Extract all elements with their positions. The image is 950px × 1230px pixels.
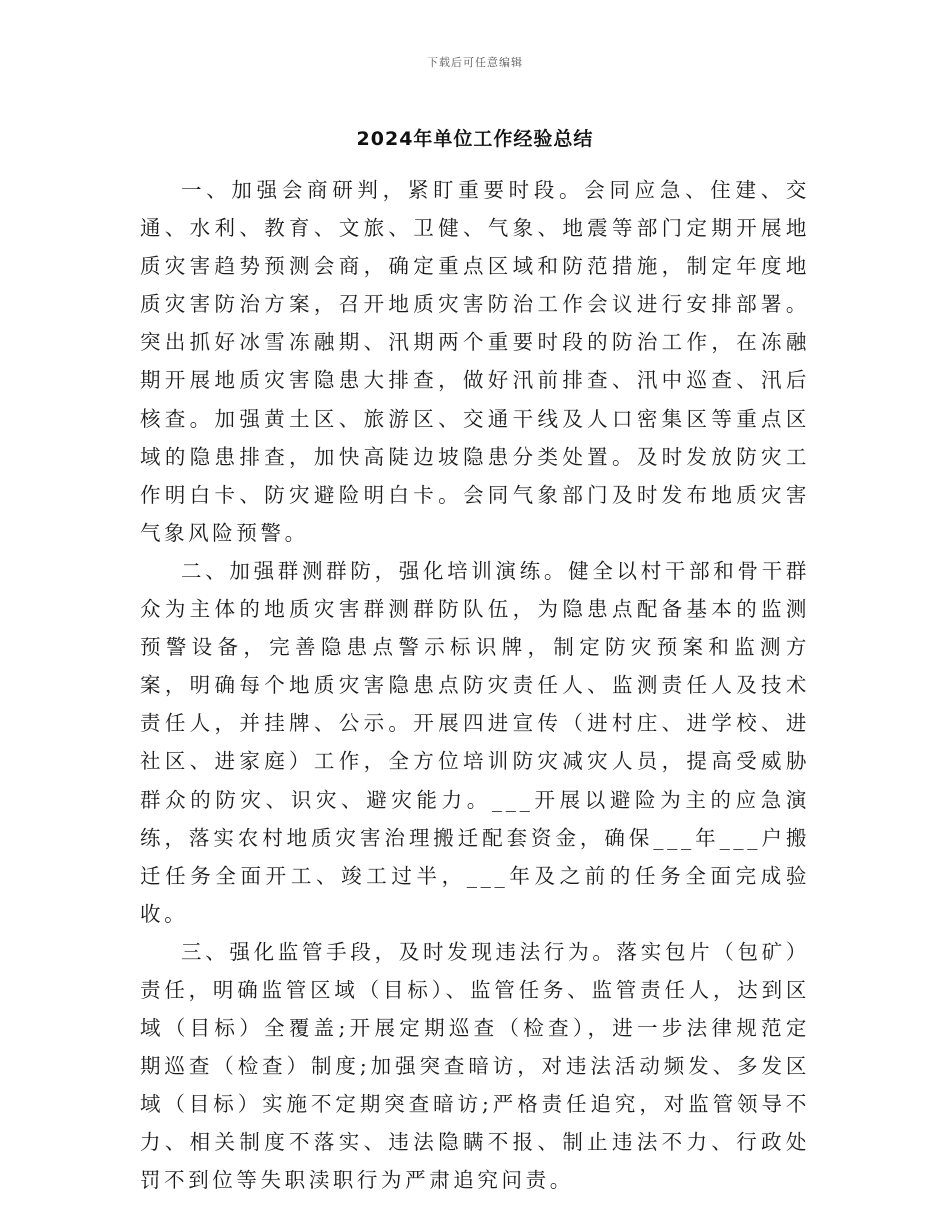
paragraph-1: 一、加强会商研判，紧盯重要时段。会同应急、住建、交通、水利、教育、文旅、卫健、气象、地震等部门定期开展地质灾害趋势预测会商，确定重点区域和防范措施，制定年度地质灾害防治方案，召开地质灾害防治工作会议进行安排部署。突出抓好冰雪冻融期、汛期两个重要时段的防治工作，在冻融期开展地质灾害隐患大排查，做好汛前排查、汛中巡查、汛后核查。加强黄土区、旅游区、交通干线及人口密集区等重点区域的隐患排查，加快高陡边坡隐患分类处置。及时发放防灾工作明白卡、防灾避险明白卡。会同气象部门及时发布地质灾害气象风险预警。 bbox=[140, 178, 810, 545]
document-title: 2024年单位工作经验总结 bbox=[356, 128, 594, 150]
document-body bbox=[140, 171, 810, 1200]
paragraph-3: 三、强化监管手段，及时发现违法行为。落实包片（包矿）责任，明确监管区域（目标）、监管任务、监管责任人，达到区域（目标）全覆盖;开展定期巡查（检查），进一步法律规范定期巡查（检查）制度;加强突查暗访，对违法活动频发、多发区域（目标）实施不定期突查暗访;严格责任追究，对监管领导不力、相关制度不落实、违法隐瞒不报、制止违法不力、行政处罚不到位等失职渎职行为严肃追究问责。 bbox=[140, 939, 810, 1193]
header-note: 下载后可任意编辑 bbox=[427, 56, 523, 69]
paragraph-2: 二、加强群测群防，强化培训演练。健全以村干部和骨干群众为主体的地质灾害群测群防队伍，为隐患点配备基本的监测预警设备，完善隐患点警示标识牌，制定防灾预案和监测方案，明确每个地质灾害隐患点防灾责任人、监测责任人及技术责任人，并挂牌、公示。开展四进宣传（进村庄、进学校、进社区、进家庭）工作，全方位培训防灾减灾人员，提高受威胁群众的防灾、识灾、避灾能力。___开展以避险为主的应急演练，落实农村地质灾害治理搬迁配套资金，确保___年___户搬迁任务全面开工、竣工过半，___年及之前的任务全面完成验收。 bbox=[140, 558, 810, 926]
